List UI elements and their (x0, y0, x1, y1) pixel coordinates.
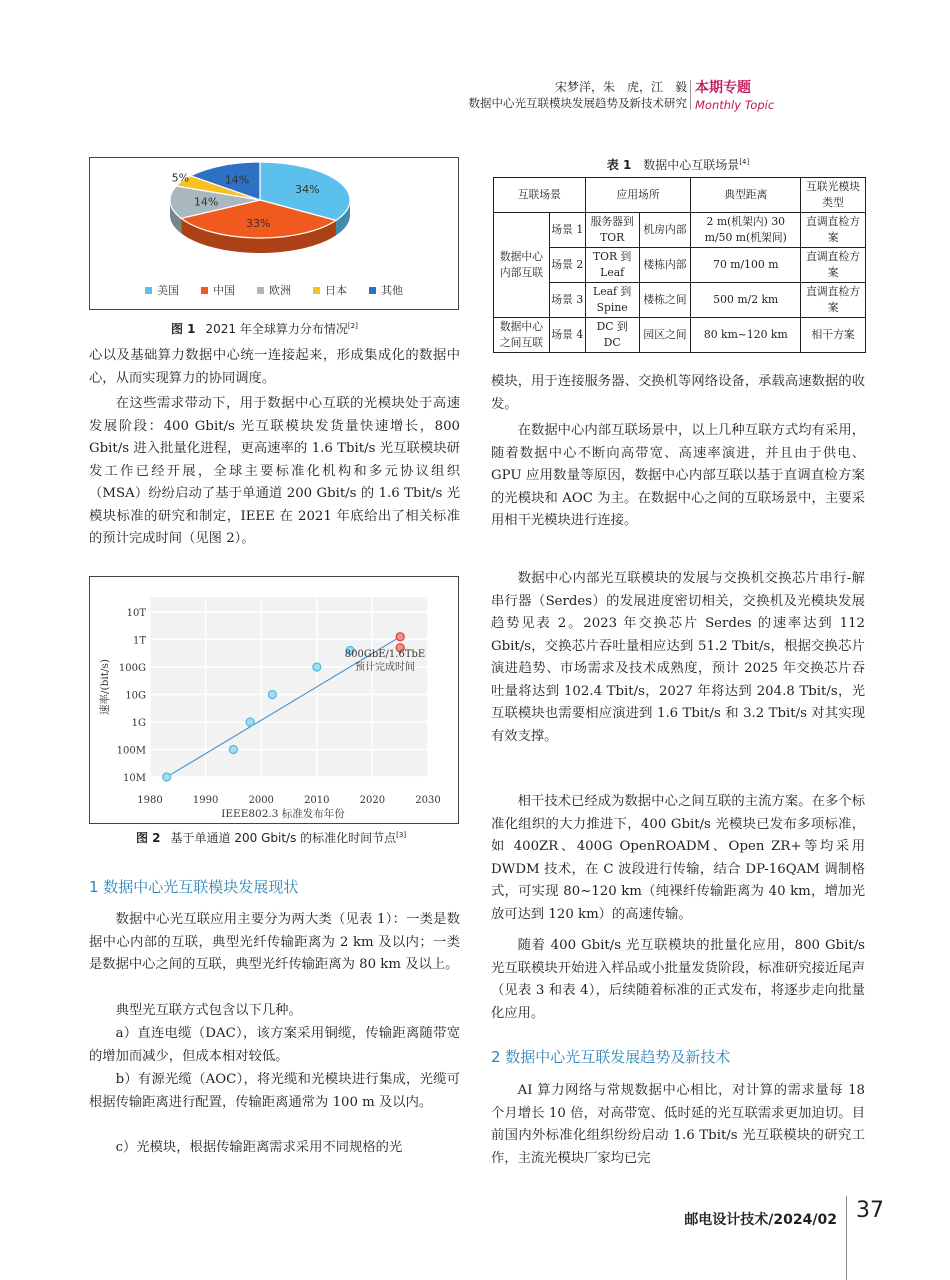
highlight-point (396, 633, 404, 641)
legend-item-日本 (313, 282, 347, 298)
y-tick-label: 100M (116, 745, 146, 757)
table-cell: 500 m/2 km (691, 283, 801, 318)
x-axis-label: IEEE802.3 标准发布年份 (221, 808, 345, 820)
table-cell: 70 m/100 m (691, 248, 801, 283)
legend-label: 其他 (381, 284, 403, 297)
y-tick-label: 1T (132, 635, 146, 647)
legend-item-美国 (145, 282, 179, 298)
left-paragraph-5: a）直连电缆（DAC），该方案采用铜缆，传输距离随带宽的增加而减少，但成本相对较低。 (89, 1026, 460, 1064)
figure-1-caption: 图 1 2021 年全球算力分布情况[2] (171, 322, 358, 336)
legend-label: 欧洲 (269, 284, 291, 297)
header-column (695, 77, 774, 112)
table-cell: Leaf 到 Spine (585, 283, 639, 318)
table-cell: TOR 到 Leaf (585, 248, 639, 283)
table-cell: 直调直检方案 (801, 248, 866, 283)
x-tick-label: 2030 (415, 795, 441, 806)
table-1-title: 表 1 数据中心互联场景[4] (606, 158, 750, 172)
header-article-title: 数据中心光互联模块发展趋势及新技术研究 (468, 96, 687, 110)
pie-label-日本: 5% (171, 171, 190, 185)
legend-swatch (201, 287, 208, 294)
y-axis-label: 速率/(bit/s) (99, 659, 111, 715)
scatter-chart (90, 577, 458, 823)
table-cell: 直调直检方案 (801, 213, 866, 248)
legend-item-其他 (369, 282, 403, 298)
legend-item-欧洲 (257, 282, 291, 298)
legend-swatch (313, 287, 320, 294)
pie-label-其他: 14% (224, 173, 250, 187)
table-header-cell: 应用场所 (585, 178, 691, 213)
y-tick-label: 1G (131, 718, 146, 729)
x-tick-label: 1990 (192, 795, 219, 806)
data-point (229, 746, 237, 754)
x-tick-label: 1980 (137, 795, 163, 806)
page-number: 37 (856, 1198, 884, 1223)
legend-label: 日本 (325, 284, 347, 297)
pie-label-欧洲: 14% (193, 195, 219, 209)
table-cell: 楼栋内部 (639, 248, 691, 283)
left-paragraph-6: b）有源光缆（AOC），将光缆和光模块进行集成，光缆可根据传输距离进行配置，传输距离通常为 100 m 及以内。 (89, 1072, 460, 1110)
legend-swatch (257, 287, 264, 294)
table-cell: 服务器到 TOR (585, 213, 639, 248)
figure-2-caption: 图 2 基于单通道 200 Gbit/s 的标准化时间节点[3] (136, 831, 407, 845)
table-row (494, 213, 866, 248)
table-group-cell: 数据中心内部互联 (494, 213, 550, 318)
pie-label-中国: 33% (246, 216, 271, 230)
right-paragraph-1: 模块，用于连接服务器、交换机等网络设备，承载高速数据的收发。 (491, 374, 865, 412)
table-cell: 2 m(机架内) 30 m/50 m(机架间) (691, 213, 801, 248)
footer-journal: 邮电设计技术/2024/02 (684, 1212, 837, 1228)
legend-swatch (369, 287, 376, 294)
data-point (163, 773, 171, 781)
footer-divider (846, 1196, 847, 1280)
left-paragraph-4: 典型光互联方式包含以下几种。 (115, 1003, 302, 1018)
x-tick-label: 2000 (248, 795, 274, 806)
legend-label: 美国 (157, 284, 179, 297)
pie-chart (90, 158, 460, 278)
table-cell: 80 km~120 km (691, 318, 801, 353)
column-name-en: Monthly Topic (695, 98, 775, 112)
left-paragraph-3: 数据中心光互联应用主要分为两大类（见表 1）：一类是数据中心内部的互联，典型光纤传输距离为 2 km 及以内；一类是数据中心之间的互联，典型光纤传输距离为 80 km 及以上。 (89, 912, 460, 972)
table-cell: 场景 1 (549, 213, 585, 248)
left-paragraph-2: 在这些需求带动下，用于数据中心互联的光模块处于高速发展阶段：400 Gbit/s 光互联模块发货量快速增长，800 Gbit/s 进入批量化进程，更高速率的 1.6 Tbit/s 光互联模块研发工作已经开展，全球主要标准化机构和多元协议组织（MSA）纷纷启动了基于单通道 200 Gbit/s 的 1.6 Tbit/s 光模块标准的研究和制定，IEEE 在 2021 年底给出了相关标准的预计完成时间（见图 2）。 (89, 396, 460, 546)
pie-legend (90, 282, 458, 298)
table-header-cell: 互联光模块类型 (801, 178, 866, 213)
left-paragraph-7: c）光模块，根据传输距离需求采用不同规格的光 (115, 1140, 403, 1155)
table-row (494, 248, 866, 283)
column-name-cn: 本期专题 (695, 80, 751, 96)
legend-label: 中国 (213, 284, 235, 297)
y-tick-label: 10T (126, 608, 146, 619)
figure-1 (89, 157, 459, 310)
table-group-cell: 数据中心之间互联 (494, 318, 550, 353)
right-paragraph-5: 随着 400 Gbit/s 光互联模块的批量化应用，800 Gbit/s 光互联模块开始进入样品或小批量发货阶段，标准研究接近尾声（见表 3 和表 4），后续随着标准的正式发布，将逐步走向批量化应用。 (491, 938, 865, 1021)
table-header-row (494, 178, 866, 213)
right-paragraph-4: 相干技术已经成为数据中心之间互联的主流方案。在多个标准化组织的大力推进下，400 Gbit/s 光模块已发布多项标准，如 400ZR、400G OpenROADM、Open ZR+等均采用 DWDM 技术，在 C 波段进行传输，结合 DP-16QAM 调制格式，可实现 80~120 km（纯裸纤传输距离为 40 km，增加光放可达到 120 km）的高速传输。 (491, 794, 865, 922)
x-tick-label: 2020 (359, 795, 386, 806)
data-point (268, 691, 276, 699)
y-tick-label: 10G (125, 690, 146, 702)
right-paragraph-3: 数据中心内部光互联模块的发展与交换机交换芯片串行-解串行器（Serdes）的发展进度密切相关，交换机及光模块发展趋势见表 2。2023 年交换芯片 Serdes 的速率达到 112 Gbit/s，交换芯片吞吐量相应达到 51.2 Tbit/s，根据交换芯片演进趋势、市场需求及技术成熟度，预计 2025 年交换芯片吞吐量将达到 102.4 Tbit/s，2027 年将达到 204.8 Tbit/s，光互联模块也需要相应演进到 1.6 Tbit/s 和 3.2 Tbit/s 对其实现有效支撑。 (491, 571, 865, 744)
figure-2 (89, 576, 459, 824)
annotation-line-1: 800GbE/1.6TbE (344, 649, 426, 660)
section-1-heading: 1 数据中心光互联模块发展现状 (89, 878, 299, 896)
left-paragraph-1: 心以及基础算力数据中心统一连接起来，形成集成化的数据中心，从而实现算力的协同调度。 (89, 348, 460, 386)
table-cell: 场景 2 (549, 248, 585, 283)
table-cell: 园区之间 (639, 318, 691, 353)
header-divider (690, 80, 691, 110)
right-paragraph-2: 在数据中心内部互联场景中，以上几种互联方式均有采用，随着数据中心不断向高带宽、高速率演进，并且由于供电、GPU 应用数量等原因，数据中心内部互联以基于直调直检方案的光模块和 AOC 为主。在数据中心之间的互联场景中，主要采用相干光模块进行连接。 (491, 423, 865, 528)
section-2-heading: 2 数据中心光互联发展趋势及新技术 (491, 1048, 731, 1066)
table-row (494, 283, 866, 318)
table-1 (493, 177, 866, 353)
table-cell: 楼栋之间 (639, 283, 691, 318)
annotation-line-2: 预计完成时间 (355, 662, 415, 673)
table-cell: DC 到 DC (585, 318, 639, 353)
legend-swatch (145, 287, 152, 294)
y-tick-label: 10M (123, 773, 146, 784)
x-tick-label: 2010 (304, 795, 330, 806)
table-cell: 相干方案 (801, 318, 866, 353)
data-point (313, 663, 321, 671)
pie-label-美国: 34% (295, 183, 320, 197)
table-cell: 机房内部 (639, 213, 691, 248)
table-cell: 直调直检方案 (801, 283, 866, 318)
table-header-cell: 典型距离 (691, 178, 801, 213)
right-paragraph-6: AI 算力网络与常规数据中心相比，对计算的需求量每 18 个月增长 10 倍，对高带宽、低时延的光互联需求更加迫切。目前国内外标准化组织纷纷启动 1.6 Tbit/s 光互联模块的研究工作，主流光模块厂家均已完 (491, 1083, 865, 1166)
data-point (246, 718, 254, 726)
table-header-cell: 互联场景 (494, 178, 586, 213)
y-tick-label: 100G (118, 663, 146, 674)
table-cell: 场景 4 (549, 318, 585, 353)
header-authors: 宋梦洋，朱 虎，江 毅 (554, 80, 687, 94)
table-row (494, 318, 866, 353)
table-cell: 场景 3 (549, 283, 585, 318)
legend-item-中国 (201, 282, 235, 298)
